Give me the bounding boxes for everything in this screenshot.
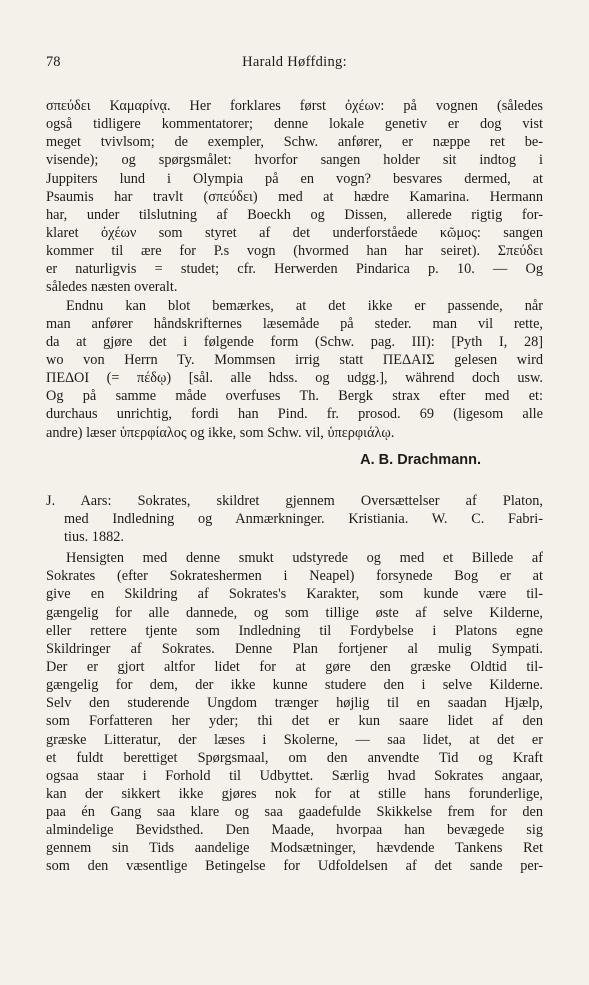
body-text [46, 97, 543, 876]
text-line: et fuldt berettiget Spørgsmaal, om den anvendte Tid og Kraft [46, 749, 543, 766]
text-line: Sokrates (efter Sokrateshermen i Neapel) forsynede Bog er at [46, 568, 543, 585]
review-heading-line: J. Aars: Sokrates, skildret gjennem Oversættelser af Platon, [46, 492, 543, 509]
running-head [46, 54, 543, 74]
review-heading [46, 492, 543, 546]
text-line: har, under tilslutning af Boeckh og Dissen, allerede rigtig for- [46, 206, 543, 223]
paragraph-2 [46, 297, 543, 442]
text-line: Og på samme måde overfuses Th. Bergk strax efter med et: [46, 388, 543, 405]
page-number: 78 [46, 54, 61, 70]
text-line: Der er gjort altfor lidet for at gøre den græske Oldtid til- [46, 658, 543, 675]
text-line: kommer til ære for P.s vogn (hvormed han har seiret). Σπεύδει [46, 243, 543, 260]
text-line: visende); og spørgsmålet: hvorfor sangen holder sit indtog i [46, 152, 543, 169]
text-line: gængelig for alle dannede, og som tillige øste af selve Kilderne, [46, 604, 543, 621]
text-line: da at gjøre det i følgende form (Schw. pag. III): [Pyth I, 28] [46, 333, 543, 350]
author-signature: A. B. Drachmann. [360, 451, 481, 468]
text-line: gennem sin Tids aandelige Modsætninger, hævdende Tankens Ret [46, 840, 543, 857]
text-line: som den væsentlige Betingelse for Udfoldelsen af det sande per- [46, 858, 543, 875]
text-line: Juppiters lund i Olympia på en vogn? besvares dermed, at [46, 170, 543, 187]
review-body [46, 549, 543, 876]
text-line: Skildringer af Sokrates. Denne Plan fortjener al mulig Sympati. [46, 640, 543, 657]
review-heading-line: tius. 1882. [64, 528, 124, 545]
text-line: ogsaa staar i Forhold til Udbyttet. Særlig hvad Sokrates angaar, [46, 767, 543, 784]
text-line: andre) læser ὑπερφίαλος og ikke, som Schw. vil, ὑπερφιάλῳ. [46, 424, 395, 441]
paragraph-1 [46, 97, 543, 297]
text-line: paa én Gang saa klare og saa gaadefulde Skikkelse frem for den [46, 804, 543, 821]
text-line: σπεύδει Καμαρίνᾳ. Her forklares først ὀχέων: på vognen (således [46, 98, 543, 114]
text-line: gængelig for dem, der ikke kunne studere den i selve Kilderne. [46, 677, 543, 694]
text-line: meget tvivlsom; de exempler, Schw. anfører, er næppe ret be- [46, 134, 543, 151]
text-line: man anfører håndskrifternes læsemåde på steder. man vil rette, [46, 315, 543, 332]
text-line: Psaumis har travlt (σπεύδει) med at hædre Kamarina. Hermann [46, 188, 543, 205]
text-line: kan der sikkert ikke gjøres nok for at stille hans forunderlige, [46, 785, 543, 802]
text-line: wo von Herrn Ty. Mommsen irrig statt ΠΕΔΑΙΣ gelesen wird [46, 351, 543, 368]
text-line: durchaus unrichtig, fordi han Pind. fr. prosod. 69 (ligesom alle [46, 406, 543, 423]
text-line: klaret ὀχέων som styret af det underforståede κῶμος: sangen [46, 224, 543, 241]
text-line: ΠΕΔΟΙ (= πέδῳ) [sål. alle hdss. og udgg.], während doch usw. [46, 370, 543, 387]
text-line: som Forfatteren her yder; thi det er kun saare lidet af den [46, 713, 543, 730]
text-line: er naturligvis = studet; cfr. Herwerden Pindarica p. 10. — Og [46, 261, 543, 278]
text-line: almindelige Bevidsthed. Den Maade, hvorpaa han bevægede sig [46, 822, 543, 839]
text-line: således næsten overalt. [46, 279, 178, 296]
text-line: også tidligere kommentatorer; denne lokale genetiv er dog vist [46, 116, 543, 133]
text-line: give en Skildring af Sokrates's Karakter, som kunde være til- [46, 586, 543, 603]
text-line: eller rettere tjente som Indledning til Fordybelse i Platons egne [46, 622, 543, 639]
text-line: Hensigten med denne smukt udstyrede og med et Billede af [66, 550, 543, 567]
text-line: græske Litteratur, der læses i Skolerne, — saa lidet, at det er [46, 731, 543, 748]
text-line: Endnu kan blot bemærkes, at det ikke er passende, når [66, 297, 543, 314]
review-heading-line: med Indledning og Anmærkninger. Kristiania. W. C. Fabri- [64, 510, 543, 527]
running-title: Harald Høffding: [242, 54, 347, 70]
text-line: Selv den studerende Ungdom trænger højlig til en saadan Hjælp, [46, 695, 543, 712]
